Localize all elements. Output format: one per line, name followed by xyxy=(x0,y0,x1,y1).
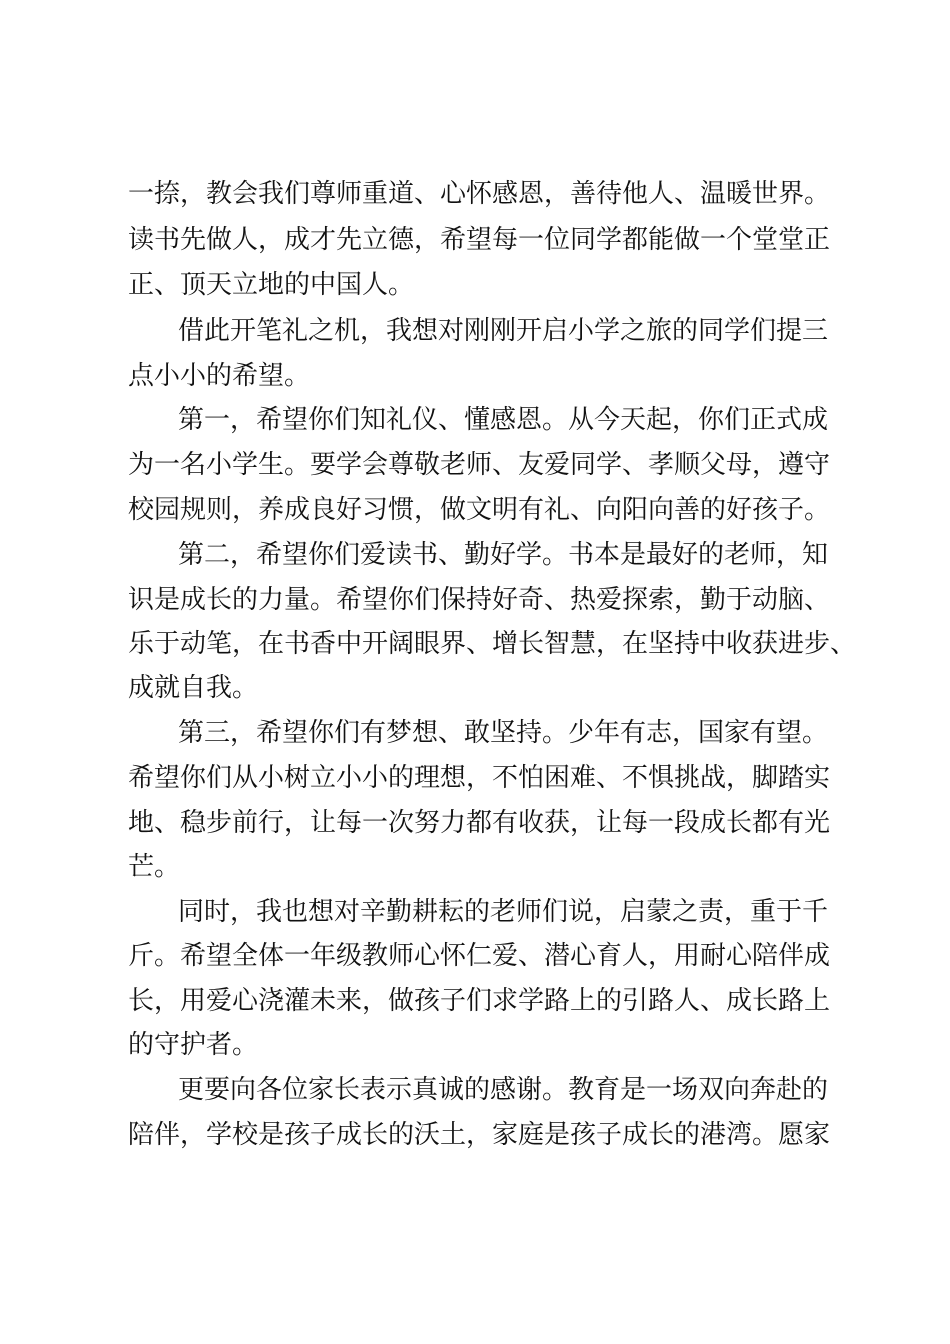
text-line: 地、稳步前行，让每一次努力都有收获，让每一段成长都有光 xyxy=(128,808,831,838)
text-line: 一捺，教会我们尊师重道、心怀感恩，善待他人、温暖世界。 xyxy=(128,179,831,209)
text-line: 校园规则，养成良好习惯，做文明有礼、向阳向善的好孩子。 xyxy=(128,495,831,525)
text-line: 芒。 xyxy=(128,852,181,882)
text-line: 成就自我。 xyxy=(128,673,259,703)
text-line: 点小小的希望。 xyxy=(128,361,311,391)
paragraph-first-line: 第二，希望你们爱读书、勤好学。书本是最好的老师，知 xyxy=(178,540,829,570)
paragraph-first-line: 借此开笔礼之机，我想对刚刚开启小学之旅的同学们提三 xyxy=(178,316,829,346)
text-line: 为一名小学生。要学会尊敬老师、友爱同学、孝顺父母，遵守 xyxy=(128,450,831,480)
paragraph-first-line: 第一，希望你们知礼仪、懂感恩。从今天起，你们正式成 xyxy=(178,405,829,435)
text-line: 陪伴，学校是孩子成长的沃土，家庭是孩子成长的港湾。愿家 xyxy=(128,1120,831,1150)
text-line: 乐于动笔，在书香中开阔眼界、增长智慧，在坚持中收获进步、 xyxy=(128,629,857,659)
paragraph-first-line: 同时，我也想对辛勤耕耘的老师们说，启蒙之责，重于千 xyxy=(178,897,829,927)
text-line: 读书先做人，成才先立德，希望每一位同学都能做一个堂堂正 xyxy=(128,225,831,255)
text-line: 正、顶天立地的中国人。 xyxy=(128,270,415,300)
text-line: 希望你们从小树立小小的理想，不怕困难、不惧挑战，脚踏实 xyxy=(128,763,831,793)
text-line: 长，用爱心浇灌未来，做孩子们求学路上的引路人、成长路上 xyxy=(128,986,831,1016)
text-line: 斤。希望全体一年级教师心怀仁爱、潜心育人，用耐心陪伴成 xyxy=(128,941,831,971)
text-line: 识是成长的力量。希望你们保持好奇、热爱探索，勤于动脑、 xyxy=(128,585,831,615)
paragraph-first-line: 更要向各位家长表示真诚的感谢。教育是一场双向奔赴的 xyxy=(178,1075,829,1105)
paragraph-first-line: 第三，希望你们有梦想、敢坚持。少年有志，国家有望。 xyxy=(178,718,829,748)
text-line: 的守护者。 xyxy=(128,1030,259,1060)
